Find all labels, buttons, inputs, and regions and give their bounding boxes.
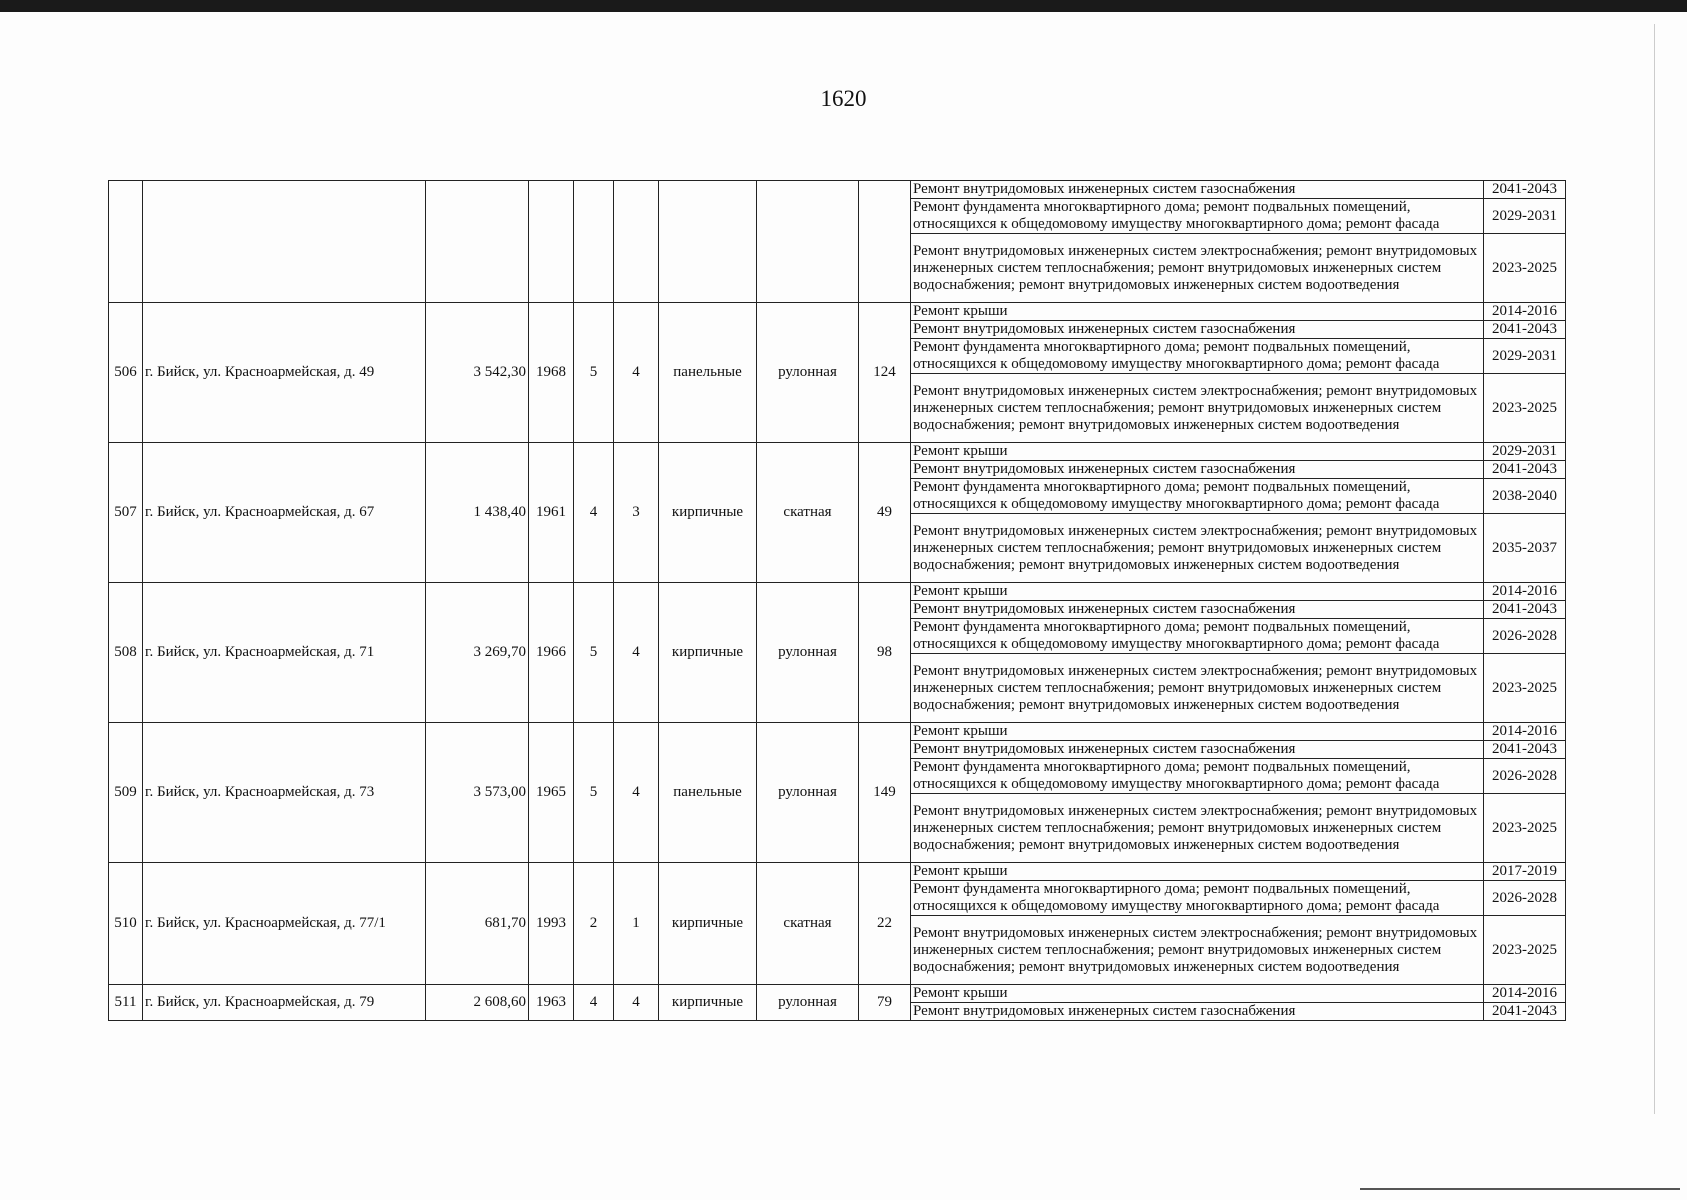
building-area: [426, 181, 529, 303]
entrance-count: 4: [614, 723, 659, 863]
repair-work-description: Ремонт внутридомовых инженерных систем газоснабжения: [911, 601, 1484, 619]
repair-period: 2023-2025: [1484, 234, 1566, 303]
roof-type: скатная: [757, 443, 859, 583]
wall-material: кирпичные: [659, 443, 757, 583]
building-address: г. Бийск, ул. Красноармейская, д. 73: [143, 723, 426, 863]
repair-work-description: Ремонт крыши: [911, 443, 1484, 461]
repair-period: 2029-2031: [1484, 443, 1566, 461]
floor-count: 5: [574, 303, 614, 443]
floor-count: 4: [574, 985, 614, 1021]
building-area: 3 542,30: [426, 303, 529, 443]
row-number: [109, 181, 143, 303]
build-year: 1963: [529, 985, 574, 1021]
repair-period: 2026-2028: [1484, 619, 1566, 654]
repair-period: 2014-2016: [1484, 583, 1566, 601]
repair-work-description: Ремонт фундамента многоквартирного дома; ремонт подвальных помещений, относящихся к общедомовому имуществу многоквартирного дома; ремонт фасада: [911, 199, 1484, 234]
repair-work-description: Ремонт внутридомовых инженерных систем газоснабжения: [911, 461, 1484, 479]
repair-work-description: Ремонт внутридомовых инженерных систем газоснабжения: [911, 741, 1484, 759]
building-address: г. Бийск, ул. Красноармейская, д. 49: [143, 303, 426, 443]
entrance-count: 4: [614, 303, 659, 443]
entrance-count: 3: [614, 443, 659, 583]
repair-work-description: Ремонт крыши: [911, 723, 1484, 741]
repair-work-description: Ремонт фундамента многоквартирного дома; ремонт подвальных помещений, относящихся к общедомовому имуществу многоквартирного дома; ремонт фасада: [911, 759, 1484, 794]
table-row: [109, 583, 1566, 601]
repair-work-description: Ремонт внутридомовых инженерных систем электроснабжения; ремонт внутридомовых инженерных систем теплоснабжения; ремонт внутридомовых инженерных систем водоснабжения; ремонт внутридомовых инженерных систем водоотведения: [911, 794, 1484, 863]
table-row: [109, 443, 1566, 461]
repair-work-description: Ремонт крыши: [911, 583, 1484, 601]
repair-work-description: Ремонт крыши: [911, 863, 1484, 881]
building-address: г. Бийск, ул. Красноармейская, д. 67: [143, 443, 426, 583]
build-year: 1993: [529, 863, 574, 985]
repair-period: 2014-2016: [1484, 723, 1566, 741]
build-year: 1968: [529, 303, 574, 443]
wall-material: кирпичные: [659, 863, 757, 985]
entrance-count: 4: [614, 985, 659, 1021]
building-address: г. Бийск, ул. Красноармейская, д. 77/1: [143, 863, 426, 985]
resident-count: 79: [859, 985, 911, 1021]
repair-period: 2023-2025: [1484, 794, 1566, 863]
scan-bottom-mark: [1360, 1188, 1680, 1190]
repair-work-description: Ремонт внутридомовых инженерных систем электроснабжения; ремонт внутридомовых инженерных систем теплоснабжения; ремонт внутридомовых инженерных систем водоснабжения; ремонт внутридомовых инженерных систем водоотведения: [911, 234, 1484, 303]
building-area: 2 608,60: [426, 985, 529, 1021]
repair-period: 2026-2028: [1484, 759, 1566, 794]
roof-type: рулонная: [757, 985, 859, 1021]
roof-type: рулонная: [757, 583, 859, 723]
building-area: 3 269,70: [426, 583, 529, 723]
table-row: [109, 985, 1566, 1003]
repair-work-description: Ремонт фундамента многоквартирного дома; ремонт подвальных помещений, относящихся к общедомовому имуществу многоквартирного дома; ремонт фасада: [911, 339, 1484, 374]
repair-period: 2029-2031: [1484, 339, 1566, 374]
repair-period: 2026-2028: [1484, 881, 1566, 916]
repair-work-description: Ремонт внутридомовых инженерных систем газоснабжения: [911, 1003, 1484, 1021]
roof-type: скатная: [757, 863, 859, 985]
table-row: [109, 181, 1566, 199]
build-year: 1966: [529, 583, 574, 723]
repair-period: 2038-2040: [1484, 479, 1566, 514]
building-area: 1 438,40: [426, 443, 529, 583]
repair-period: 2041-2043: [1484, 741, 1566, 759]
building-address: г. Бийск, ул. Красноармейская, д. 71: [143, 583, 426, 723]
resident-count: 98: [859, 583, 911, 723]
repair-work-description: Ремонт внутридомовых инженерных систем электроснабжения; ремонт внутридомовых инженерных систем теплоснабжения; ремонт внутридомовых инженерных систем водоснабжения; ремонт внутридомовых инженерных систем водоотведения: [911, 654, 1484, 723]
roof-type: рулонная: [757, 723, 859, 863]
floor-count: 5: [574, 723, 614, 863]
scan-right-edge: [1654, 24, 1655, 1114]
repair-work-description: Ремонт крыши: [911, 303, 1484, 321]
repair-period: 2014-2016: [1484, 985, 1566, 1003]
row-number: 509: [109, 723, 143, 863]
floor-count: 5: [574, 583, 614, 723]
roof-type: рулонная: [757, 303, 859, 443]
build-year: 1961: [529, 443, 574, 583]
repair-work-description: Ремонт фундамента многоквартирного дома; ремонт подвальных помещений, относящихся к общедомовому имуществу многоквартирного дома; ремонт фасада: [911, 881, 1484, 916]
building-address: [143, 181, 426, 303]
wall-material: кирпичные: [659, 583, 757, 723]
floor-count: [574, 181, 614, 303]
row-number: 507: [109, 443, 143, 583]
repair-work-description: Ремонт фундамента многоквартирного дома; ремонт подвальных помещений, относящихся к общедомовому имуществу многоквартирного дома; ремонт фасада: [911, 479, 1484, 514]
repair-work-description: Ремонт внутридомовых инженерных систем газоснабжения: [911, 321, 1484, 339]
entrance-count: 4: [614, 583, 659, 723]
table-row: [109, 303, 1566, 321]
entrance-count: 1: [614, 863, 659, 985]
repair-work-description: Ремонт внутридомовых инженерных систем газоснабжения: [911, 181, 1484, 199]
entrance-count: [614, 181, 659, 303]
repair-period: 2017-2019: [1484, 863, 1566, 881]
repair-period: 2041-2043: [1484, 181, 1566, 199]
resident-count: 49: [859, 443, 911, 583]
repair-period: 2041-2043: [1484, 461, 1566, 479]
repair-period: 2023-2025: [1484, 916, 1566, 985]
repair-work-description: Ремонт внутридомовых инженерных систем электроснабжения; ремонт внутридомовых инженерных систем теплоснабжения; ремонт внутридомовых инженерных систем водоснабжения; ремонт внутридомовых инженерных систем водоотведения: [911, 374, 1484, 443]
floor-count: 4: [574, 443, 614, 583]
building-address: г. Бийск, ул. Красноармейская, д. 79: [143, 985, 426, 1021]
repair-period: 2014-2016: [1484, 303, 1566, 321]
buildings-table: [108, 180, 1566, 1021]
resident-count: [859, 181, 911, 303]
wall-material: [659, 181, 757, 303]
row-number: 511: [109, 985, 143, 1021]
wall-material: кирпичные: [659, 985, 757, 1021]
repair-period: 2023-2025: [1484, 374, 1566, 443]
building-area: 681,70: [426, 863, 529, 985]
build-year: 1965: [529, 723, 574, 863]
repair-period: 2041-2043: [1484, 601, 1566, 619]
repair-period: 2041-2043: [1484, 1003, 1566, 1021]
wall-material: панельные: [659, 723, 757, 863]
repair-work-description: Ремонт крыши: [911, 985, 1484, 1003]
building-area: 3 573,00: [426, 723, 529, 863]
repair-period: 2035-2037: [1484, 514, 1566, 583]
row-number: 508: [109, 583, 143, 723]
repair-period: 2041-2043: [1484, 321, 1566, 339]
row-number: 506: [109, 303, 143, 443]
floor-count: 2: [574, 863, 614, 985]
roof-type: [757, 181, 859, 303]
build-year: [529, 181, 574, 303]
resident-count: 124: [859, 303, 911, 443]
row-number: 510: [109, 863, 143, 985]
resident-count: 149: [859, 723, 911, 863]
table-row: [109, 723, 1566, 741]
repair-period: 2029-2031: [1484, 199, 1566, 234]
resident-count: 22: [859, 863, 911, 985]
repair-work-description: Ремонт внутридомовых инженерных систем электроснабжения; ремонт внутридомовых инженерных систем теплоснабжения; ремонт внутридомовых инженерных систем водоснабжения; ремонт внутридомовых инженерных систем водоотведения: [911, 916, 1484, 985]
table-row: [109, 863, 1566, 881]
repair-work-description: Ремонт внутридомовых инженерных систем электроснабжения; ремонт внутридомовых инженерных систем теплоснабжения; ремонт внутридомовых инженерных систем водоснабжения; ремонт внутридомовых инженерных систем водоотведения: [911, 514, 1484, 583]
wall-material: панельные: [659, 303, 757, 443]
scan-top-edge: [0, 0, 1687, 12]
repair-work-description: Ремонт фундамента многоквартирного дома; ремонт подвальных помещений, относящихся к общедомовому имуществу многоквартирного дома; ремонт фасада: [911, 619, 1484, 654]
page-number: 1620: [820, 86, 867, 111]
repair-period: 2023-2025: [1484, 654, 1566, 723]
